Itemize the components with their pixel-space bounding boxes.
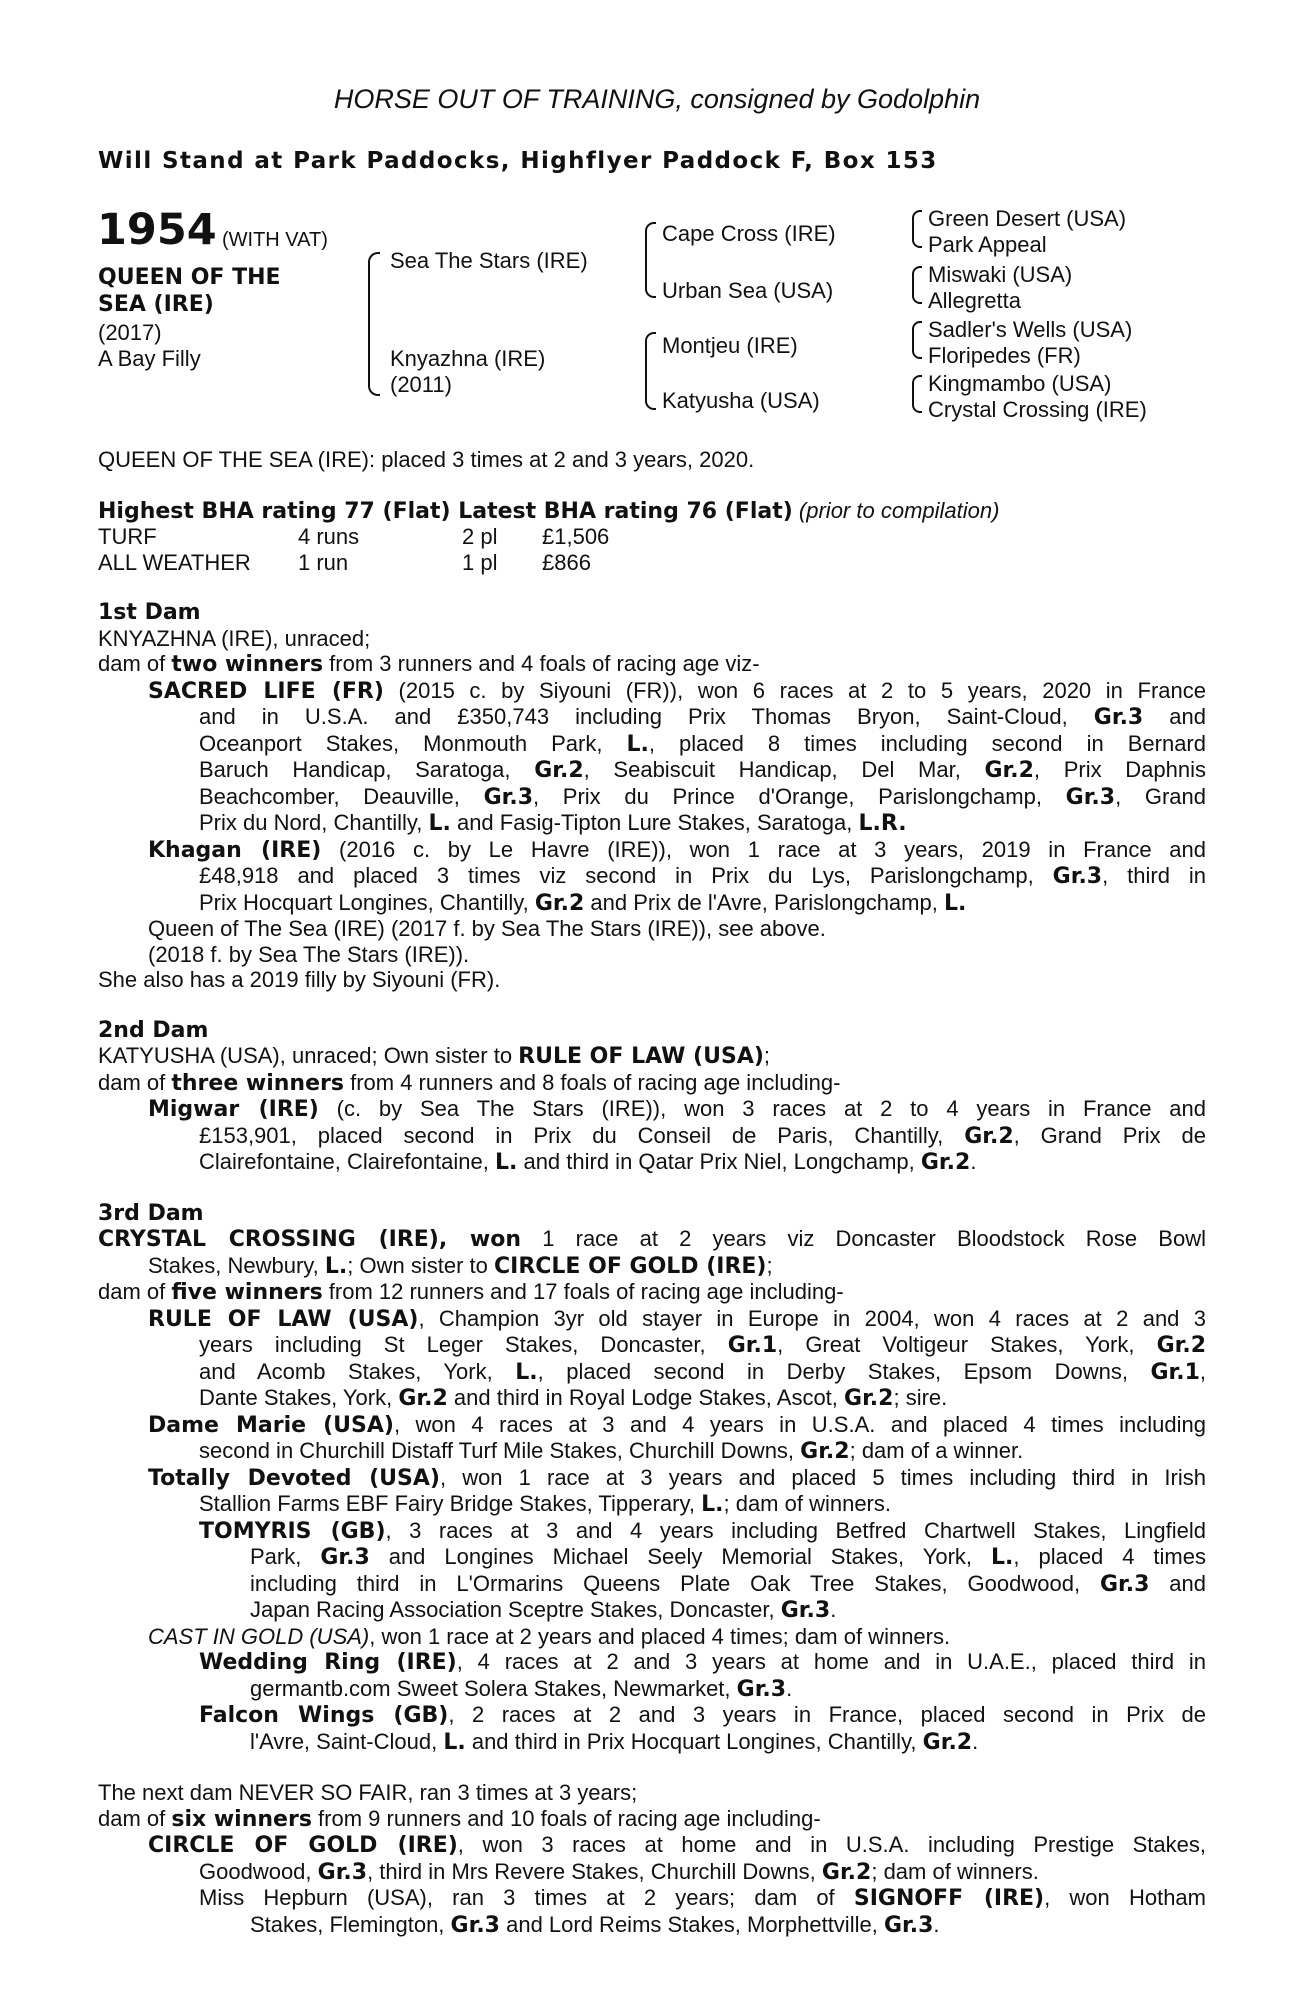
pedigree-dam: Knyazhna (IRE): [390, 346, 546, 371]
migwar-line3: Clairefontaine, Clairefontaine, L. and third in Qatar Prix Niel, Longchamp, Gr.2.: [199, 1149, 977, 1175]
tomyris-line4: Japan Racing Association Sceptre Stakes, Doncaster, Gr.3.: [250, 1597, 837, 1623]
record-earnings: £1,506: [542, 524, 610, 549]
foal-2019-note: She also has a 2019 filly by Siyouni (FR).: [98, 967, 501, 992]
rule-of-law-line3: and Acomb Stakes, York, L., placed second in Derby Stakes, Epsom Downs, Gr.1,: [199, 1358, 1206, 1385]
cast-in-gold-entry: CAST IN GOLD (USA), won 1 race at 2 years and placed 4 times; dam of winners.: [148, 1623, 951, 1649]
rating-note: (prior to compilation): [798, 497, 1000, 523]
pedigree-g5: Sadler's Wells (USA): [928, 317, 1133, 342]
pedigree-sire-sire: Cape Cross (IRE): [662, 221, 836, 246]
grandparent-brace-4: [912, 375, 922, 413]
dame-marie-line2: second in Churchill Distaff Turf Mile Stakes, Churchill Downs, Gr.2; dam of a winner.: [199, 1438, 1024, 1464]
record-surface: TURF: [98, 524, 157, 549]
rule-of-law-entry: RULE OF LAW (USA), Champion 3yr old stayer in Europe in 2004, won 4 races at 2 and 3: [148, 1305, 1207, 1332]
second-dam-produce-line: dam of three winners from 4 runners and 8 foals of racing age including-: [98, 1069, 841, 1096]
pedigree-g4: Allegretta: [928, 288, 1021, 313]
pedigree-g7: Kingmambo (USA): [928, 371, 1112, 396]
migwar-entry: Migwar (IRE) (c. by Sea The Stars (IRE)), won 3 races at 2 to 4 years in France and: [148, 1096, 1206, 1122]
record-runs: 4 runs: [298, 524, 360, 549]
tomyris-entry: TOMYRIS (GB), 3 races at 3 and 4 years including Betfred Chartwell Stakes, Lingfield: [199, 1517, 1206, 1544]
stand-location: Will Stand at Park Paddocks, Highflyer Paddock F, Box 153: [98, 148, 938, 174]
horse-name-line1: QUEEN OF THE: [98, 265, 281, 290]
sire-parents-brace: [645, 222, 656, 298]
grandparent-brace-3: [912, 321, 922, 359]
third-dam-line: CRYSTAL CROSSING (IRE), won 1 race at 2 years viz Doncaster Bloodstock Rose Bowl: [98, 1226, 1206, 1252]
bha-rating: [98, 498, 1206, 525]
record-placings: 2 pl: [462, 524, 498, 549]
third-dam-produce-line: dam of five winners from 12 runners and 17 foals of racing age including-: [98, 1279, 844, 1305]
dam-parents-brace: [645, 332, 656, 410]
record-placings: 1 pl: [462, 549, 498, 575]
pedigree-g1: Green Desert (USA): [928, 206, 1127, 231]
first-dam-title: 1st Dam: [98, 600, 201, 625]
page-header: HORSE OUT OF TRAINING, consigned by Godolphin: [333, 84, 981, 114]
vat-note: (WITH VAT): [222, 229, 328, 251]
first-dam-produce-line: dam of two winners from 3 runners and 4 foals of racing age viz-: [98, 651, 760, 677]
falcon-wings-entry: Falcon Wings (GB), 2 races at 2 and 3 years in France, placed second in Prix de: [199, 1702, 1206, 1728]
grandparent-brace-2: [912, 266, 922, 304]
khagan-line2: £48,918 and placed 3 times viz second in Prix du Lys, Parislongchamp, Gr.3, third in: [199, 863, 1206, 889]
sacred-life-line4: Baruch Handicap, Saratoga, Gr.2, Seabiscuit Handicap, Del Mar, Gr.2, Prix Daphnis: [199, 757, 1206, 783]
circle-of-gold-line2: Goodwood, Gr.3, third in Mrs Revere Stakes, Churchill Downs, Gr.2; dam of winners.: [199, 1858, 1039, 1885]
pedigree-dam-sire: Montjeu (IRE): [662, 333, 798, 358]
circle-of-gold-entry: CIRCLE OF GOLD (IRE), won 3 races at home and in U.S.A. including Prestige Stakes,: [148, 1832, 1206, 1858]
third-dam-title: 3rd Dam: [98, 1200, 204, 1226]
record-earnings: £866: [542, 549, 591, 575]
falcon-wings-line2: l'Avre, Saint-Cloud, L. and third in Prix Hocquart Longines, Chantilly, Gr.2.: [250, 1728, 979, 1755]
sacred-life-entry: SACRED LIFE (FR) (2015 c. by Siyouni (FR)), won 6 races at 2 to 5 years, 2020 in France: [148, 677, 1206, 704]
khagan-line3: Prix Hocquart Longines, Chantilly, Gr.2 and Prix de l'Avre, Parislongchamp, L.: [199, 889, 967, 916]
miss-hepburn-entry: Miss Hepburn (USA), ran 3 times at 2 years; dam of SIGNOFF (IRE), won Hotham: [199, 1885, 1206, 1911]
migwar-line2: £153,901, placed second in Prix du Conseil de Paris, Chantilly, Gr.2, Grand Prix de: [199, 1122, 1207, 1149]
totally-devoted-line2: Stallion Farms EBF Fairy Bridge Stakes, Tipperary, L.; dam of winners.: [199, 1491, 891, 1517]
rule-of-law-line4: Dante Stakes, York, Gr.2 and third in Royal Lodge Stakes, Ascot, Gr.2; sire.: [199, 1385, 948, 1411]
second-dam-title: 2nd Dam: [98, 1017, 209, 1043]
khagan-entry: Khagan (IRE) (2016 c. by Le Havre (IRE)), won 1 race at 3 years, 2019 in France and: [148, 836, 1206, 863]
record-surface: ALL WEATHER: [98, 549, 251, 575]
pedigree-g3: Miswaki (USA): [928, 262, 1073, 287]
rule-of-law-line2: years including St Leger Stakes, Doncaster, Gr.1, Great Voltigeur Stakes, York, Gr.2: [199, 1332, 1206, 1358]
pedigree-g2: Park Appeal: [928, 232, 1047, 257]
first-dam-line: KNYAZHNA (IRE), unraced;: [98, 625, 371, 651]
sacred-life-line6: Prix du Nord, Chantilly, L. and Fasig-Tipton Lure Stakes, Saratoga, L.R.: [199, 810, 907, 836]
miss-hepburn-line2: Stakes, Flemington, Gr.3 and Lord Reims Stakes, Morphettville, Gr.3.: [250, 1911, 940, 1938]
third-dam-line2: Stakes, Newbury, L.; Own sister to CIRCLE OF GOLD (IRE);: [148, 1252, 773, 1279]
next-dam-produce-line: dam of six winners from 9 runners and 10 foals of racing age including-: [98, 1805, 821, 1832]
catalogue-body: [98, 447, 1206, 1938]
second-dam-line: KATYUSHA (USA), unraced; Own sister to RULE OF LAW (USA);: [98, 1043, 771, 1069]
rating-text: Highest BHA rating 77 (Flat) Latest BHA rating 76 (Flat): [98, 498, 793, 524]
sire-dam-brace: [368, 252, 380, 396]
pedigree-sire: Sea The Stars (IRE): [390, 248, 588, 273]
grandparent-brace-1: [912, 210, 922, 248]
record-runs: 1 run: [298, 549, 349, 575]
totally-devoted-entry: Totally Devoted (USA), won 1 race at 3 years and placed 5 times including third in Irish: [148, 1464, 1206, 1491]
next-dam-line: The next dam NEVER SO FAIR, ran 3 times at 3 years;: [98, 1780, 638, 1805]
sacred-life-line5: Beachcomber, Deauville, Gr.3, Prix du Prince d'Orange, Parislongchamp, Gr.3, Grand: [199, 783, 1207, 810]
horse-year: (2017): [98, 320, 162, 345]
dame-marie-entry: Dame Marie (USA), won 4 races at 3 and 4 years in U.S.A. and placed 4 times including: [148, 1411, 1206, 1438]
horse-description: A Bay Filly: [98, 346, 201, 371]
sacred-life-line2: and in U.S.A. and £350,743 including Prix Thomas Bryon, Saint-Cloud, Gr.3 and: [199, 704, 1206, 730]
pedigree-sire-dam: Urban Sea (USA): [662, 278, 834, 303]
wedding-ring-line2: germantb.com Sweet Solera Stakes, Newmarket, Gr.3.: [250, 1675, 793, 1702]
foal-2018-entry: (2018 f. by Sea The Stars (IRE)).: [148, 941, 470, 967]
pedigree-g6: Floripedes (FR): [928, 343, 1081, 368]
sacred-life-line3: Oceanport Stakes, Monmouth Park, L., placed 8 times including second in Bernard: [199, 730, 1206, 757]
pedigree-g8: Crystal Crossing (IRE): [928, 397, 1147, 422]
queen-of-the-sea-entry: Queen of The Sea (IRE) (2017 f. by Sea The Stars (IRE)), see above.: [148, 916, 826, 941]
tomyris-line2: Park, Gr.3 and Longines Michael Seely Memorial Stakes, York, L., placed 4 times: [250, 1544, 1206, 1570]
tomyris-line3: including third in L'Ormarins Queens Plate Oak Tree Stakes, Goodwood, Gr.3 and: [250, 1570, 1206, 1597]
wedding-ring-entry: Wedding Ring (IRE), 4 races at 2 and 3 years at home and in U.A.E., placed third in: [199, 1649, 1207, 1675]
lot-number: 1954: [97, 205, 217, 255]
horse-name-line2: SEA (IRE): [98, 292, 214, 317]
record-row-turf: [98, 524, 1206, 550]
pedigree-dam-year: (2011): [390, 372, 452, 397]
record-row-all-weather: [98, 550, 1206, 576]
race-summary: QUEEN OF THE SEA (IRE): placed 3 times at 2 and 3 years, 2020.: [98, 447, 755, 472]
pedigree-dam-dam: Katyusha (USA): [662, 388, 820, 413]
